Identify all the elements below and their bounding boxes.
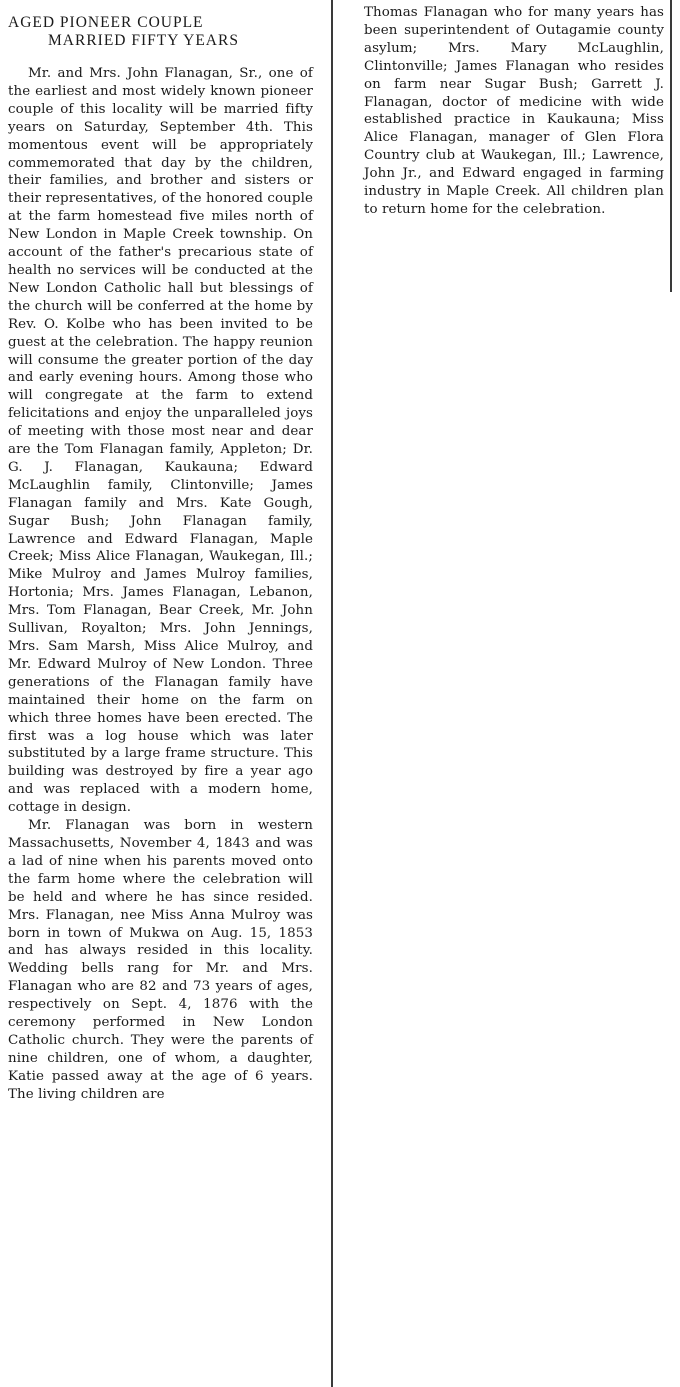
article-column-right [364,0,664,219]
headline-line-1: AGED PIONEER COUPLE [8,14,204,31]
article-column-left [8,0,313,1104]
article-paragraph-1: Mr. and Mrs. John Flanagan, Sr., one of the earliest and most widely known pioneer couple of this locality will be married fifty years on Saturday, September 4th. This momentous event will be appropriately commemorated that day by the children, their families, and brother and sisters or their representatives, of the honored couple at the farm homestead five miles north of New London in Maple Creek township. On account of the father's precarious state of health no services will be conducted at the New London Catholic hall but blessings of the church will be conferred at the home by Rev. O. Kolbe who has been invited to be guest at the celebration. The happy reunion will consume the greater portion of the day and early evening hours. Among those who will congregate at the farm to extend felicitations and enjoy the unparalleled joys of meeting with those most near and dear are the Tom Flanagan family, Appleton; Dr. G. J. Flanagan, Kaukauna; Edward McLaughlin family, Clintonville; James Flanagan family and Mrs. Kate Gough, Sugar Bush; John Flanagan family, Lawrence and Edward Flanagan, Maple Creek; Miss Alice Flanagan, Waukegan, Ill.; Mike Mulroy and James Mulroy families, Hortonia; Mrs. James Flanagan, Lebanon, Mrs. Tom Flanagan, Bear Creek, Mr. John Sullivan, Royalton; Mrs. John Jennings, Mrs. Sam Marsh, Miss Alice Mulroy, and Mr. Edward Mulroy of New London. Three generations of the Flanagan family have maintained their home on the farm on which three homes have been erected. The first was a log house which was later substituted by a large frame structure. This building was destroyed by fire a year ago and was replaced with a modern home, cottage in design. [8,66,313,816]
article-paragraph-3: Thomas Flanagan who for many years has been superintendent of Outagamie county asylum; Mrs. Mary McLaughlin, Clintonville; James Flanagan who resides on farm near Sugar Bush; Garrett J. Flanagan, doctor of medicine with wide established practice in Kaukauna; Miss Alice Flanagan, manager of Glen Flora Country club at Waukegan, Ill.; Lawrence, John Jr., and Edward engaged in farming industry in Maple Creek. All children plan to return home for the celebration. [364,5,664,217]
article-headline [8,14,313,50]
headline-line-2: MARRIED FIFTY YEARS [48,32,239,49]
column-rule-right [670,0,672,292]
article-paragraph-2: Mr. Flanagan was born in western Massachusetts, November 4, 1843 and was a lad of nine when his parents moved onto the farm home where the celebration will be held and where he has since resided. Mrs. Flanagan, nee Miss Anna Mulroy was born in town of Mukwa on Aug. 15, 1853 and has always resided in this locality. Wedding bells rang for Mr. and Mrs. Flanagan who are 82 and 73 years of ages, respectively on Sept. 4, 1876 with the ceremony performed in New London Catholic church. They were the parents of nine children, one of whom, a daughter, Katie passed away at the age of 6 years. The living children are [8,818,313,1102]
column-rule-left [331,0,333,1387]
